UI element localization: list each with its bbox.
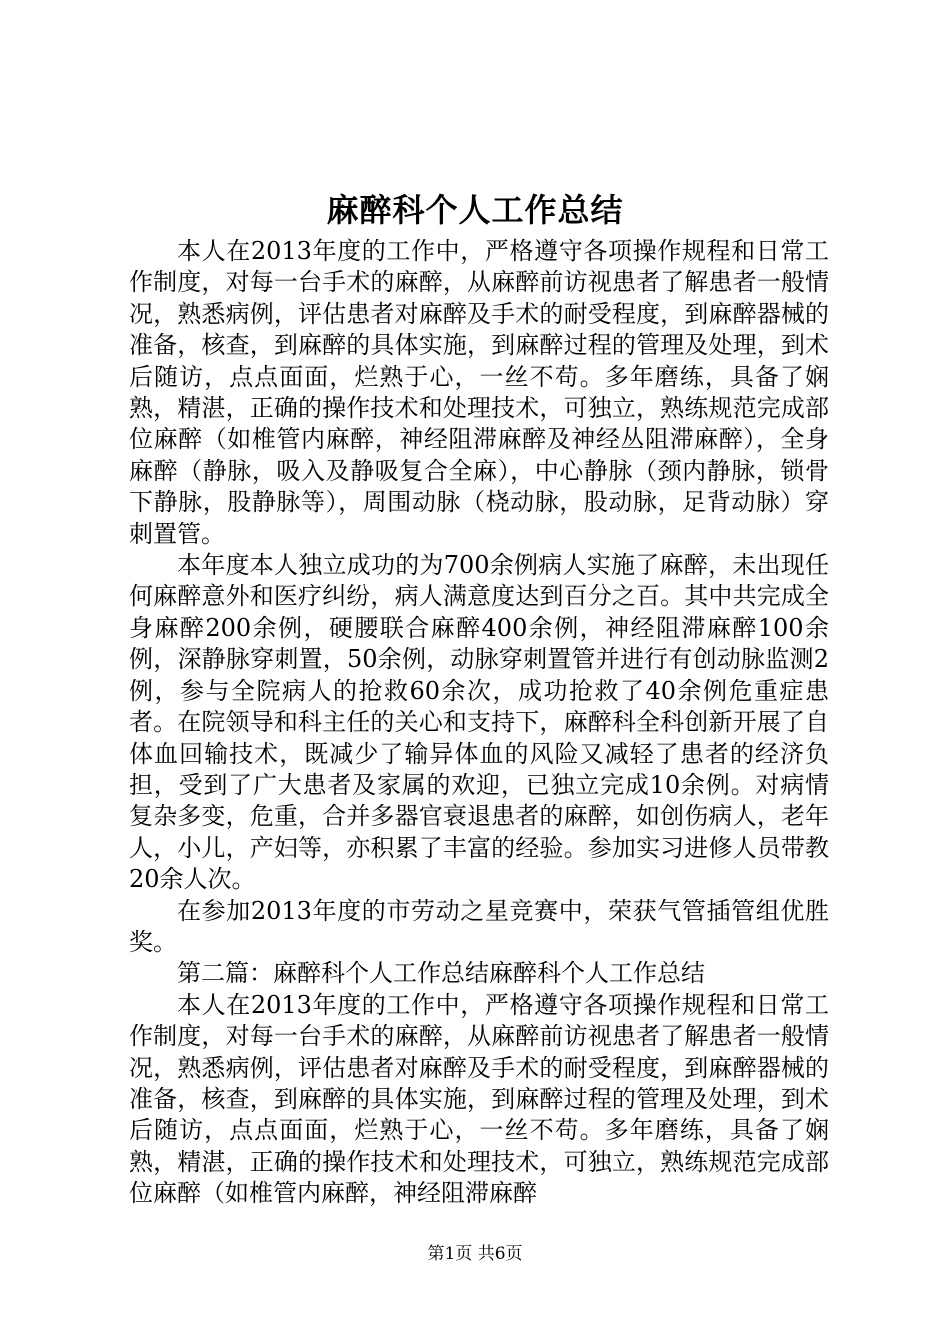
page-title: 麻醉科个人工作总结 [326,191,624,229]
paragraph-3: 在参加2013年度的市劳动之星竞赛中，荣获气管插管组优胜奖。 [129,896,829,956]
page-footer: 第1页 共6页 [427,1244,523,1264]
paragraph-2: 本年度本人独立成功的为700余例病人实施了麻醉，未出现任何麻醉意外和医疗纠纷，病人满意度达到百分之百。其中共完成全身麻醉200余例，硬腰联合麻醉400余例，神经阻滞麻醉100余例，深静脉穿刺置，50余例，动脉穿刺置管并进行有创动脉监测2例，参与全院病人的抢救60余次，成功抢救了40余例危重症患者。在院领导和科主任的关心和支持下，麻醉科全科创新开展了自体血回输技术，既减少了输异体血的风险又减轻了患者的经济负担，受到了广大患者及家属的欢迎，已独立完成10余例。对病情复杂多变，危重，合并多器官衰退患者的麻醉，如创伤病人，老年人，小儿，产妇等，亦积累了丰富的经验。参加实习进修人员带教20余人次。 [129,551,829,894]
document-body [129,236,829,1210]
section-heading: 第二篇：麻醉科个人工作总结麻醉科个人工作总结 [177,959,705,988]
paragraph-5: 本人在2013年度的工作中，严格遵守各项操作规程和日常工作制度，对每一台手术的麻醉，从麻醉前访视患者了解患者一般情况，熟悉病例，评估患者对麻醉及手术的耐受程度，到麻醉器械的准备，核查，到麻醉的具体实施，到麻醉过程的管理及处理，到术后随访，点点面面，烂熟于心，一丝不苟。多年磨练，具备了娴熟，精湛，正确的操作技术和处理技术，可独立，熟练规范完成部位麻醉（如椎管内麻醉，神经阻滞麻醉 [129,990,829,1208]
paragraph-1: 本人在2013年度的工作中，严格遵守各项操作规程和日常工作制度，对每一台手术的麻醉，从麻醉前访视患者了解患者一般情况，熟悉病例，评估患者对麻醉及手术的耐受程度，到麻醉器械的准备，核查，到麻醉的具体实施，到麻醉过程的管理及处理，到术后随访，点点面面，烂熟于心，一丝不苟。多年磨练，具备了娴熟，精湛，正确的操作技术和处理技术，可独立，熟练规范完成部位麻醉（如椎管内麻醉，神经阻滞麻醉及神经丛阻滞麻醉），全身麻醉（静脉，吸入及静吸复合全麻），中心静脉（颈内静脉，锁骨下静脉，股静脉等），周围动脉（桡动脉，股动脉，足背动脉）穿刺置管。 [129,237,829,548]
